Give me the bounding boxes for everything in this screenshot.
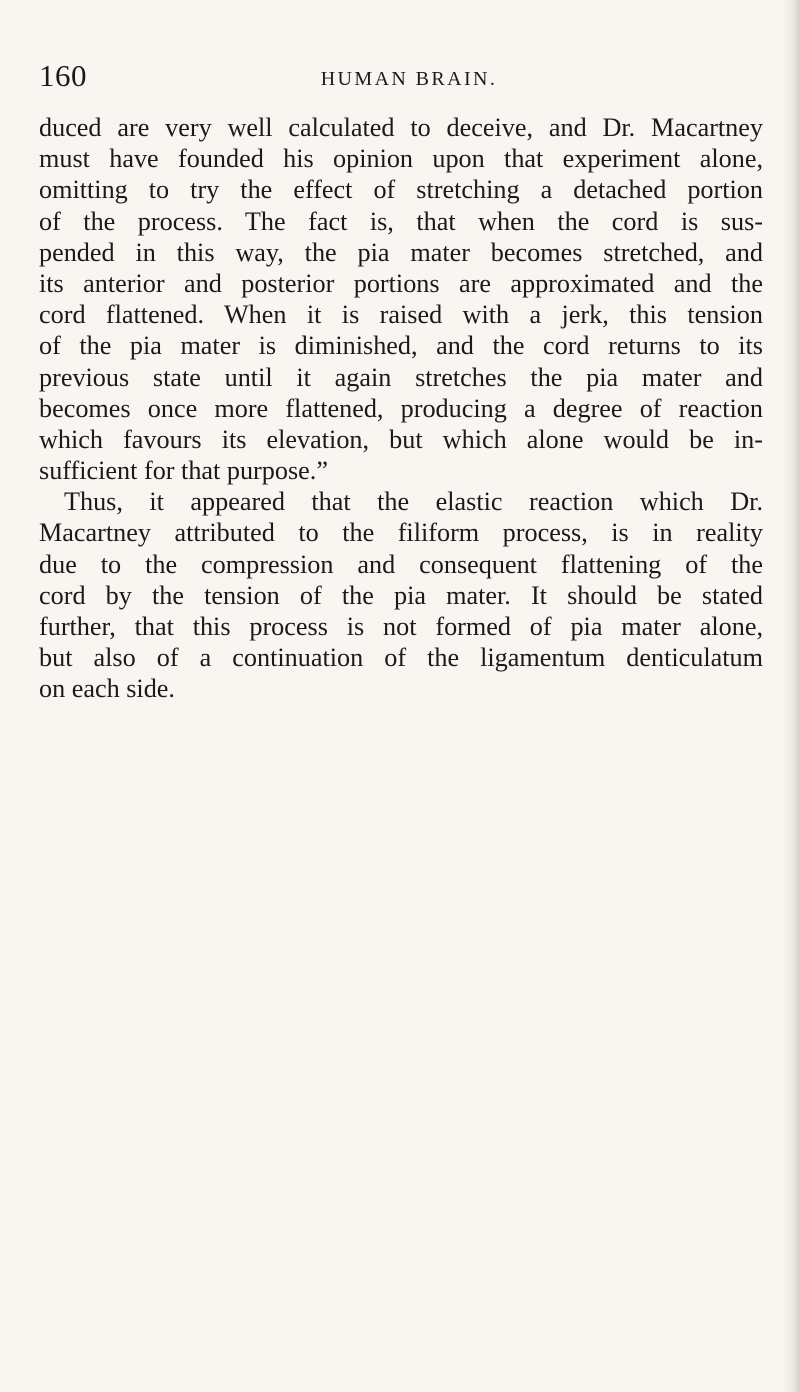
text-line: sufficient for that purpose.” <box>39 456 328 486</box>
text-line: must have founded his opinion upon that experiment alone, <box>39 144 763 174</box>
page-number: 160 <box>39 58 87 93</box>
text-line: further, that this process is not formed of pia mater alone, <box>39 612 763 641</box>
running-head: HUMAN BRAIN. <box>320 68 498 90</box>
text-line: cord by the tension of the pia mater. It should be stated <box>39 580 763 610</box>
text-line: becomes once more flattened, producing a degree of reaction <box>39 393 763 423</box>
text-line: cord flattened. When it is raised with a jerk, this tension <box>39 300 763 330</box>
body-text <box>39 112 763 705</box>
text-line: but also of a continuation of the ligamentum denticulatum <box>39 643 763 673</box>
page-edge-shadow <box>782 0 800 1392</box>
text-line: of the pia mater is diminished, and the cord returns to its <box>39 331 763 361</box>
text-line: omitting to try the effect of stretching a detached portion <box>39 175 763 205</box>
text-line: which favours its elevation, but which alone would be in- <box>39 424 763 454</box>
text-line: Macartney attributed to the filiform process, is in reality <box>39 518 763 548</box>
text-line: on each side. <box>39 674 175 704</box>
text-line: of the process. The fact is, that when the cord is sus- <box>39 206 763 236</box>
text-line: pended in this way, the pia mater becomes stretched, and <box>39 237 763 267</box>
text-line: previous state until it again stretches the pia mater and <box>39 362 763 392</box>
text-line: its anterior and posterior portions are approximated and the <box>39 268 763 298</box>
text-line: due to the compression and consequent flattening of the <box>39 549 763 579</box>
text-line: duced are very well calculated to deceive, and Dr. Macartney <box>39 113 763 142</box>
paragraph-first-line: Thus, it appeared that the elastic reaction which Dr. <box>64 487 763 517</box>
page-header <box>39 58 763 98</box>
